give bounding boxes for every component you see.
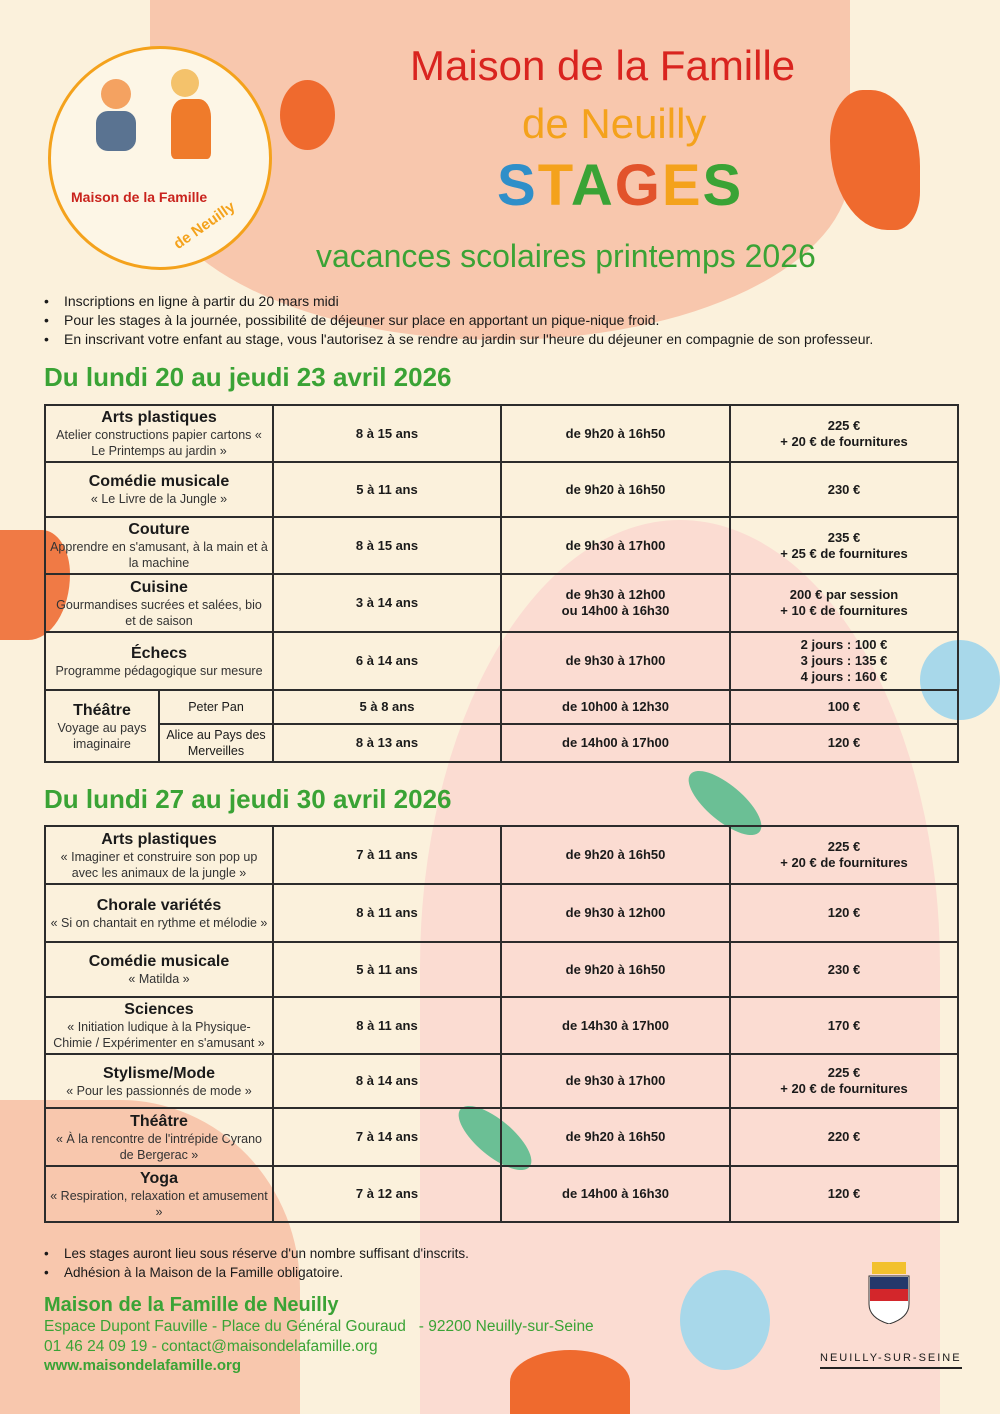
age-cell: 8 à 15 ans bbox=[273, 517, 501, 574]
time-cell: de 14h30 à 17h00 bbox=[501, 997, 730, 1054]
activity-name: Théâtre bbox=[73, 701, 131, 719]
activity-name: Cuisine bbox=[130, 578, 188, 596]
age-cell: 8 à 11 ans bbox=[273, 884, 501, 942]
price-cell bbox=[730, 1054, 958, 1108]
price-cell bbox=[730, 826, 958, 884]
stages-letter: A bbox=[570, 153, 615, 218]
age-cell: 7 à 12 ans bbox=[273, 1166, 501, 1222]
time-cell: de 9h30 à 12h00 bbox=[501, 884, 730, 942]
price-cell bbox=[730, 942, 958, 997]
age-cell: 5 à 8 ans bbox=[273, 690, 501, 724]
price-cell bbox=[730, 997, 958, 1054]
price-line: 225 € bbox=[827, 1065, 861, 1080]
price-cell: 120 € bbox=[730, 724, 958, 762]
price-cell bbox=[730, 405, 958, 462]
table-row bbox=[45, 884, 958, 942]
footer-contact-line[interactable]: 01 46 24 09 19 - contact@maisondelafamille.org bbox=[44, 1338, 378, 1355]
subtitle: de Neuilly bbox=[522, 100, 707, 147]
family-illustration bbox=[101, 79, 131, 109]
activity-cell bbox=[45, 690, 159, 762]
family-illustration bbox=[171, 99, 211, 159]
time-line: de 9h30 à 12h00 bbox=[565, 587, 666, 602]
activity-cell bbox=[45, 405, 273, 462]
time-cell: de 9h20 à 16h50 bbox=[501, 942, 730, 997]
table-row bbox=[45, 574, 958, 632]
sub-activity-cell: Alice au Pays des Merveilles bbox=[159, 724, 273, 762]
city-logo-text: NEUILLY-SUR-SEINE bbox=[820, 1352, 962, 1369]
activity-cell bbox=[45, 1108, 273, 1166]
activity-description: « À la rencontre de l'intrépide Cyrano de Bergerac » bbox=[56, 1131, 262, 1162]
activity-description: Atelier constructions papier cartons « Le Printemps au jardin » bbox=[56, 428, 262, 458]
stages-letter: G bbox=[614, 153, 662, 218]
price-line: 235 € bbox=[827, 529, 861, 545]
week1-title: Du lundi 20 au jeudi 23 avril 2026 bbox=[44, 362, 452, 392]
activity-cell bbox=[45, 1166, 273, 1222]
notes-list bbox=[44, 1244, 744, 1282]
time-cell: de 9h20 à 16h50 bbox=[501, 1108, 730, 1166]
intro-item: • Pour les stages à la journée, possibilité de déjeuner sur place en apportant un pique-nique froid. bbox=[44, 311, 959, 330]
age-cell: 5 à 11 ans bbox=[273, 942, 501, 997]
time-line: ou 14h00 à 16h30 bbox=[561, 603, 670, 618]
week2-title: Du lundi 27 au jeudi 30 avril 2026 bbox=[44, 784, 452, 814]
time-cell: de 9h30 à 17h00 bbox=[501, 1054, 730, 1108]
price-line: 170 € bbox=[827, 1017, 861, 1033]
activity-description: « Initiation ludique à la Physique-Chimie / Expérimenter en s'amusant » bbox=[53, 1020, 265, 1050]
stages-letter: E bbox=[661, 153, 703, 218]
age-cell: 7 à 14 ans bbox=[273, 1108, 501, 1166]
activity-name: Chorale variétés bbox=[96, 896, 222, 914]
activity-cell bbox=[45, 462, 273, 517]
price-line: 2 jours : 100 € bbox=[800, 637, 888, 652]
activity-description: « Imaginer et construire son pop up avec les animaux de la jungle » bbox=[60, 849, 258, 880]
price-line: 3 jours : 135 € bbox=[800, 653, 888, 668]
activity-name: Stylisme/Mode bbox=[102, 1064, 216, 1082]
stages-letter: S bbox=[497, 153, 538, 218]
activity-cell bbox=[45, 632, 273, 690]
price-line: 4 jours : 160 € bbox=[800, 669, 888, 684]
activity-description: « Matilda » bbox=[128, 972, 190, 986]
table-row bbox=[45, 632, 958, 690]
footer-website-link[interactable]: www.maisondelafamille.org bbox=[44, 1357, 241, 1374]
activity-name: Arts plastiques bbox=[101, 830, 217, 848]
activity-cell bbox=[45, 884, 273, 942]
time-cell: de 9h20 à 16h50 bbox=[501, 826, 730, 884]
intro-item: • En inscrivant votre enfant au stage, vous l'autorisez à se rendre au jardin sur l'heure du déjeuner en compagnie de son professeur. bbox=[44, 330, 959, 349]
footer-address: Espace Dupont Fauville - Place du Général Gouraud - 92200 Neuilly-sur-Seine bbox=[44, 1318, 594, 1335]
sub-activity-cell: Peter Pan bbox=[159, 690, 273, 724]
age-cell: 8 à 15 ans bbox=[273, 405, 501, 462]
age-cell: 8 à 13 ans bbox=[273, 724, 501, 762]
table-row bbox=[45, 690, 958, 724]
table-row bbox=[45, 405, 958, 462]
table-row bbox=[45, 997, 958, 1054]
age-cell: 8 à 11 ans bbox=[273, 997, 501, 1054]
week2-table bbox=[44, 825, 959, 1223]
price-line: + 20 € de fournitures bbox=[780, 855, 908, 870]
activity-description: Programme pédagogique sur mesure bbox=[55, 663, 263, 678]
activity-cell bbox=[45, 574, 273, 632]
table-row bbox=[45, 1166, 958, 1222]
price-cell bbox=[730, 1166, 958, 1222]
time-cell bbox=[501, 574, 730, 632]
age-cell: 8 à 14 ans bbox=[273, 1054, 501, 1108]
flower-icon bbox=[280, 80, 335, 150]
price-line: 200 € par session bbox=[789, 587, 899, 602]
activity-description: Apprendre en s'amusant, à la main et à la machine bbox=[50, 540, 268, 570]
activity-cell bbox=[45, 997, 273, 1054]
stages-letter: S bbox=[702, 153, 744, 218]
stages-title bbox=[497, 152, 743, 219]
price-line: 230 € bbox=[827, 961, 861, 977]
price-cell bbox=[730, 632, 958, 690]
age-cell: 3 à 14 ans bbox=[273, 574, 501, 632]
activity-name: Sciences bbox=[124, 1001, 194, 1018]
activity-description: « Si on chantait en rythme et mélodie » bbox=[50, 915, 268, 930]
price-cell bbox=[730, 884, 958, 942]
activity-cell bbox=[45, 942, 273, 997]
family-illustration bbox=[96, 111, 136, 151]
price-line: 225 € bbox=[827, 839, 861, 854]
time-cell: de 14h00 à 16h30 bbox=[501, 1166, 730, 1222]
flower-icon bbox=[680, 1270, 770, 1370]
period-title: vacances scolaires printemps 2026 bbox=[316, 238, 816, 274]
activity-name: Yoga bbox=[140, 1169, 178, 1187]
activity-name: Échecs bbox=[130, 644, 188, 662]
table-row bbox=[45, 462, 958, 517]
age-cell: 5 à 11 ans bbox=[273, 462, 501, 517]
maison-famille-logo bbox=[48, 46, 272, 270]
time-cell: de 9h20 à 16h50 bbox=[501, 462, 730, 517]
activity-name: Comédie musicale bbox=[88, 473, 230, 490]
activity-description: « Le Livre de la Jungle » bbox=[90, 492, 228, 506]
table-row bbox=[45, 1108, 958, 1166]
price-line: 120 € bbox=[827, 1186, 861, 1201]
week1-table bbox=[44, 404, 959, 763]
table-row bbox=[45, 826, 958, 884]
price-cell bbox=[730, 517, 958, 574]
price-cell: 100 € bbox=[730, 690, 958, 724]
note-item: • Les stages auront lieu sous réserve d'un nombre suffisant d'inscrits. bbox=[44, 1244, 744, 1263]
time-cell: de 14h00 à 17h00 bbox=[501, 724, 730, 762]
main-title: Maison de la Famille bbox=[410, 42, 796, 89]
activity-name: Comédie musicale bbox=[88, 953, 230, 970]
time-cell: de 9h20 à 16h50 bbox=[501, 405, 730, 462]
footer-name: Maison de la Famille de Neuilly bbox=[44, 1294, 339, 1316]
intro-list bbox=[44, 292, 959, 349]
price-line: + 20 € de fournitures bbox=[780, 1081, 908, 1096]
table-row bbox=[45, 724, 958, 762]
age-cell: 6 à 14 ans bbox=[273, 632, 501, 690]
note-item: • Adhésion à la Maison de la Famille obligatoire. bbox=[44, 1263, 744, 1282]
time-cell: de 10h00 à 12h30 bbox=[501, 690, 730, 724]
intro-item: • Inscriptions en ligne à partir du 20 mars midi bbox=[44, 292, 959, 311]
activity-name: Théâtre bbox=[130, 1112, 188, 1130]
table-row bbox=[45, 942, 958, 997]
activity-description: Voyage au pays imaginaire bbox=[57, 720, 147, 751]
city-crest-icon bbox=[864, 1262, 914, 1324]
activity-name: Couture bbox=[128, 521, 190, 538]
price-line: 225 € bbox=[827, 417, 861, 433]
price-cell bbox=[730, 462, 958, 517]
activity-cell bbox=[45, 826, 273, 884]
price-cell bbox=[730, 574, 958, 632]
price-line: 220 € bbox=[827, 1129, 861, 1144]
age-cell: 7 à 11 ans bbox=[273, 826, 501, 884]
activity-description: « Respiration, relaxation et amusement » bbox=[50, 1188, 268, 1219]
activity-description: Gourmandises sucrées et salées, bio et de saison bbox=[56, 597, 262, 628]
price-line: + 25 € de fournitures bbox=[780, 545, 908, 561]
price-line: + 20 € de fournitures bbox=[780, 433, 908, 449]
price-line: 230 € bbox=[827, 481, 861, 497]
logo-text: de Neuilly bbox=[170, 198, 239, 253]
activity-name: Arts plastiques bbox=[101, 409, 217, 426]
activity-description: « Pour les passionnés de mode » bbox=[66, 1083, 252, 1098]
flower-icon bbox=[830, 90, 920, 230]
logo-text: Maison de la Famille bbox=[71, 189, 208, 205]
table-row bbox=[45, 1054, 958, 1108]
stages-letter: T bbox=[537, 153, 571, 218]
time-cell: de 9h30 à 17h00 bbox=[501, 517, 730, 574]
activity-cell bbox=[45, 517, 273, 574]
price-line: + 10 € de fournitures bbox=[780, 603, 908, 618]
footer-contact bbox=[44, 1294, 664, 1374]
price-cell bbox=[730, 1108, 958, 1166]
price-line: 120 € bbox=[827, 905, 861, 920]
family-illustration bbox=[171, 69, 199, 97]
time-cell: de 9h30 à 17h00 bbox=[501, 632, 730, 690]
table-row bbox=[45, 517, 958, 574]
activity-cell bbox=[45, 1054, 273, 1108]
